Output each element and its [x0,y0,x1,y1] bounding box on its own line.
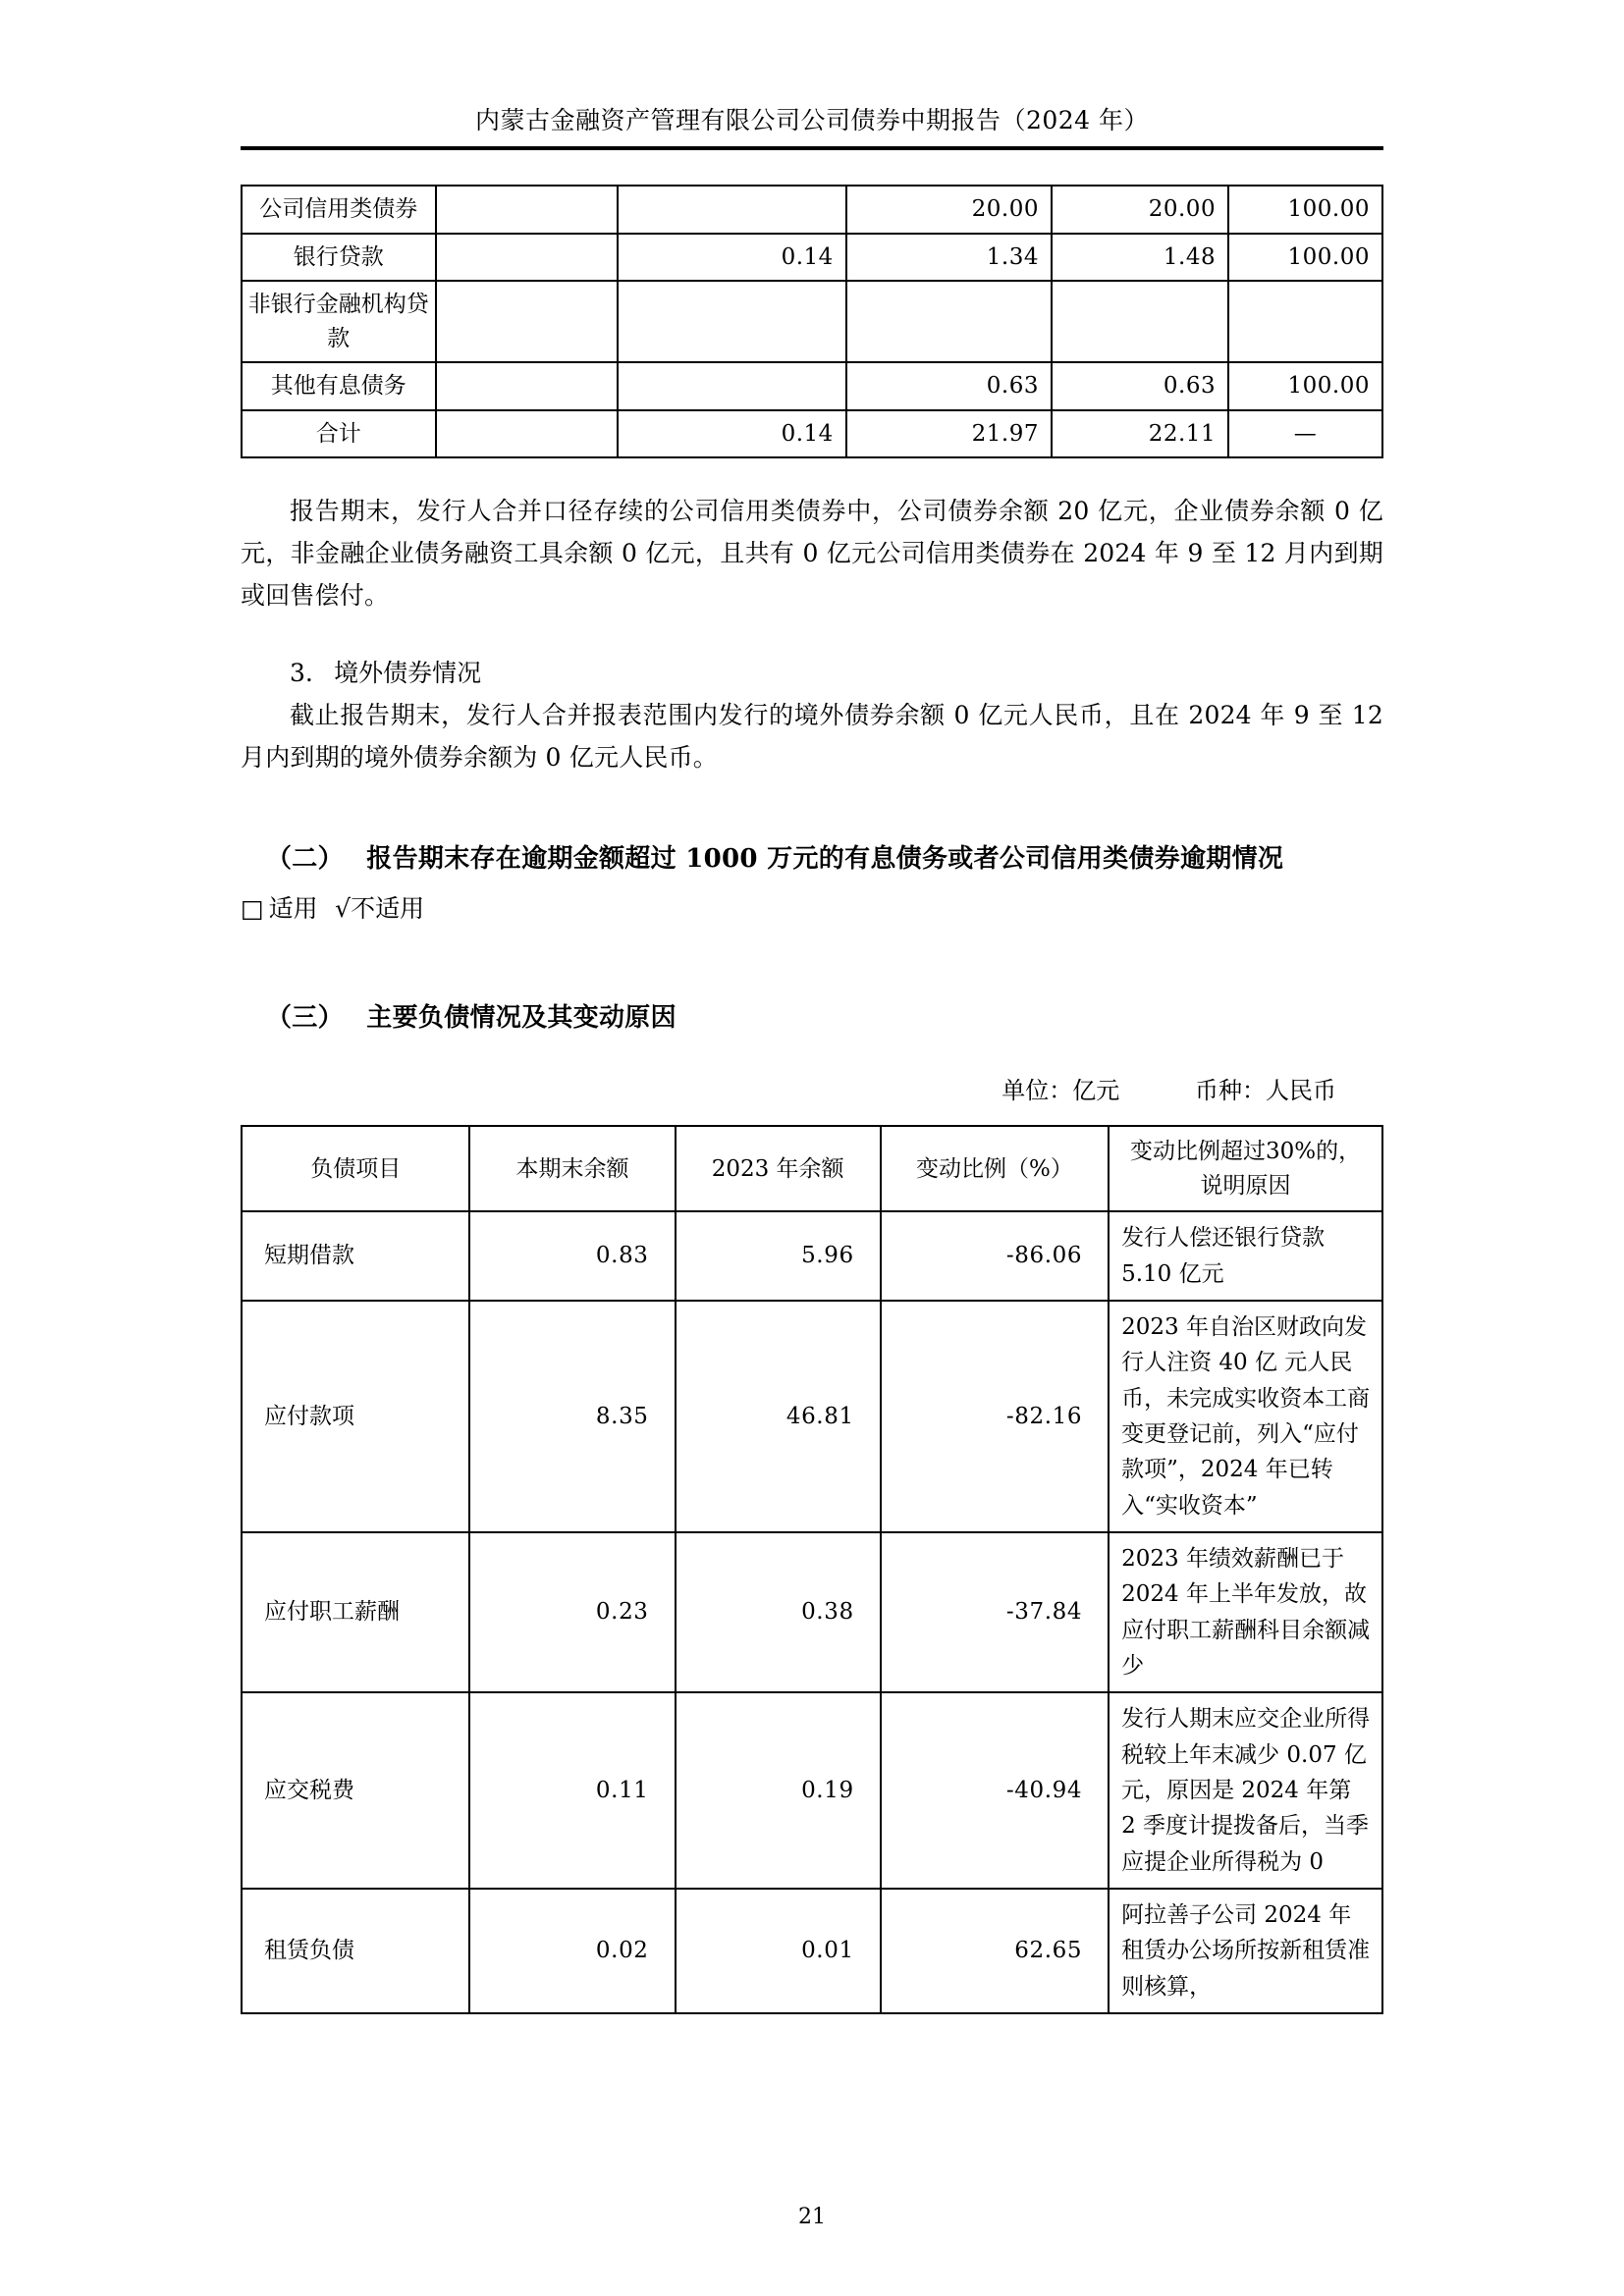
liab-current-balance: 0.83 [469,1211,675,1301]
table-row [242,1692,1382,1889]
section-3-heading [241,652,1383,694]
debt-cell-c4: 22.11 [1052,410,1228,458]
section-main-liabilities [241,998,1383,1107]
debt-cell-c4 [1052,281,1228,362]
col-header-reason: 变动比例超过30%的，说明原因 [1109,1126,1382,1211]
liab-prior-balance: 0.01 [676,1889,881,2013]
debt-cell-c4: 1.48 [1052,234,1228,282]
liab-item-name: 租赁负债 [242,1889,469,2013]
section-3-ordinal: 3. [290,659,313,687]
debt-cell-c1 [436,410,619,458]
page-number: 21 [798,2205,826,2229]
section-3-liab-number: （三） [266,1003,344,1034]
liability-change-table [241,1125,1383,2014]
checkmark-icon[interactable]: √ [335,893,352,923]
section-2-heading [241,839,1383,881]
liab-change-pct: -40.94 [881,1692,1109,1889]
section-3-liab-title: 主要负债情况及其变动原因 [366,1003,677,1034]
header-title: 内蒙古金融资产管理有限公司公司债券中期报告（2024 年） [474,106,1150,134]
table-row [242,410,1382,458]
checkbox-empty-icon[interactable]: □ [241,893,264,923]
header-rule [241,146,1383,150]
debt-row-label: 银行贷款 [242,234,436,282]
liab-change-pct: -82.16 [881,1301,1109,1532]
debt-cell-c4: 20.00 [1052,186,1228,234]
debt-row-label: 其他有息债务 [242,362,436,410]
col-header-prior-balance: 2023 年余额 [676,1126,881,1211]
debt-cell-c1 [436,234,619,282]
table-row [242,1889,1382,2013]
debt-cell-c3: 1.34 [846,234,1052,282]
liab-change-pct: 62.65 [881,1889,1109,2013]
liab-prior-balance: 5.96 [676,1211,881,1301]
section-overdue-debt [241,839,1383,930]
liab-item-name: 应付款项 [242,1301,469,1532]
liab-item-name: 短期借款 [242,1211,469,1301]
debt-cell-c2 [618,362,845,410]
not-applicable-label: 不适用 [351,893,425,923]
section-overseas-bonds [241,652,1383,778]
section-2-number: （二） [266,844,344,874]
debt-row-label: 合计 [242,410,436,458]
debt-cell-c5: 100.00 [1228,362,1382,410]
paragraph-overseas-bonds: 截止报告期末，发行人合并报表范围内发行的境外债券余额 0 亿元人民币，且在 2024 年 9 至 12 月内到期的境外债券余额为 0 亿元人民币。 [241,701,1383,772]
liab-current-balance: 0.02 [469,1889,675,2013]
section-3-title: 境外债券情况 [334,659,482,687]
debt-cell-c5 [1228,281,1382,362]
currency-label: 币种：人民币 [1195,1076,1336,1104]
liab-current-balance: 0.23 [469,1532,675,1692]
col-header-change-pct: 变动比例（%） [881,1126,1109,1211]
debt-cell-c3: 21.97 [846,410,1052,458]
liab-change-pct: -37.84 [881,1532,1109,1692]
debt-cell-c3: 20.00 [846,186,1052,234]
debt-cell-c2: 0.14 [618,410,845,458]
liab-reason: 阿拉善子公司 2024 年租赁办公场所按新租赁准则核算， [1109,1889,1382,2013]
debt-cell-c3 [846,281,1052,362]
table-row [242,281,1382,362]
liab-item-name: 应付职工薪酬 [242,1532,469,1692]
section-3-liab-heading [241,998,1383,1040]
debt-cell-c1 [436,362,619,410]
col-header-item: 负债项目 [242,1126,469,1211]
debt-cell-c3: 0.63 [846,362,1052,410]
debt-cell-c1 [436,281,619,362]
liab-change-pct: -86.06 [881,1211,1109,1301]
interest-bearing-debt-table [241,185,1383,458]
liab-item-name: 应交税费 [242,1692,469,1889]
debt-cell-c5: — [1228,410,1382,458]
debt-row-label: 非银行金融机构贷款 [242,281,436,362]
liab-prior-balance: 46.81 [676,1301,881,1532]
liab-reason: 发行人偿还银行贷款 5.10 亿元 [1109,1211,1382,1301]
table-header-row [242,1126,1382,1211]
liab-reason: 2023 年绩效薪酬已于 2024 年上半年发放，故应付职工薪酬科目余额减少 [1109,1532,1382,1692]
debt-row-label: 公司信用类债券 [242,186,436,234]
unit-currency-line [241,1075,1383,1108]
page-footer [0,2205,1624,2229]
section-2-title: 报告期末存在逾期金额超过 1000 万元的有息债务或者公司信用类债券逾期情况 [366,844,1284,874]
liab-current-balance: 0.11 [469,1692,675,1889]
table-row [242,186,1382,234]
table-row [242,1211,1382,1301]
liab-prior-balance: 0.38 [676,1532,881,1692]
liab-current-balance: 8.35 [469,1301,675,1532]
table-row [242,1532,1382,1692]
paragraph-bond-balance: 报告期末，发行人合并口径存续的公司信用类债券中，公司债券余额 20 亿元，企业债券余额 0 亿元，非金融企业债务融资工具余额 0 亿元，且共有 0 亿元公司信用类债券在 2024 年 9 至 12 月内到期或回售偿付。 [241,497,1383,610]
debt-cell-c5: 100.00 [1228,186,1382,234]
liab-reason: 2023 年自治区财政向发行人注资 40 亿 元人民币，未完成实收资本工商变更登记前，列入“应付款项”，2024 年已转入“实收资本” [1109,1301,1382,1532]
paragraph-block-bond-balance [241,490,1383,616]
col-header-current-balance: 本期末余额 [469,1126,675,1211]
table-row [242,1301,1382,1532]
liab-prior-balance: 0.19 [676,1692,881,1889]
debt-cell-c2 [618,281,845,362]
page-header [241,0,1383,150]
debt-cell-c4: 0.63 [1052,362,1228,410]
applicable-label: 适用 [268,893,318,923]
debt-cell-c5: 100.00 [1228,234,1382,282]
table-row [242,234,1382,282]
liab-reason: 发行人期末应交企业所得税较上年末减少 0.07 亿元，原因是 2024 年第 2 季度计提拨备后，当季应提企业所得税为 0 [1109,1692,1382,1889]
debt-cell-c2 [618,186,845,234]
debt-cell-c2: 0.14 [618,234,845,282]
unit-label: 单位：亿元 [1001,1076,1120,1104]
applicability-line [241,888,1383,931]
debt-cell-c1 [436,186,619,234]
table-row [242,362,1382,410]
